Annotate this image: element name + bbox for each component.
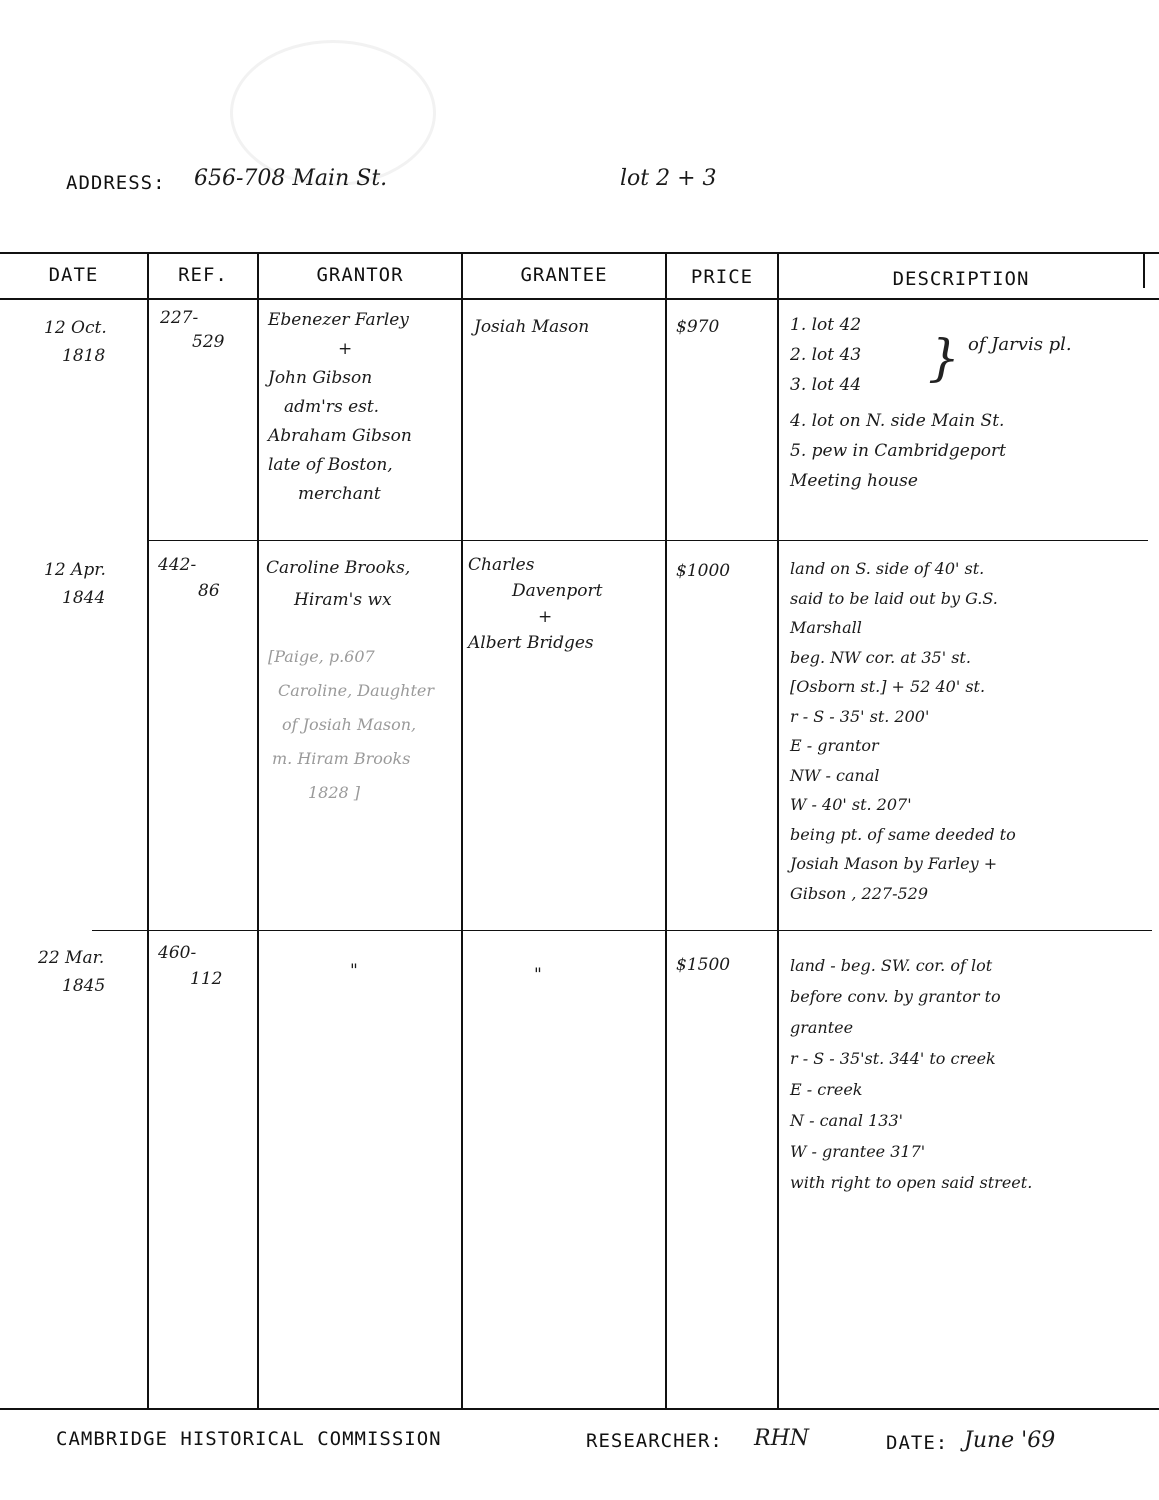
row1-description [790, 310, 1140, 496]
date-label: DATE: [886, 1432, 949, 1454]
row1-price: $970 [676, 317, 720, 337]
row2-grantor-line: Hiram's wx [294, 590, 392, 610]
row2-description-line: W - 40' st. 207' [790, 795, 912, 814]
header-bottom-border [0, 298, 1159, 300]
row2-description-line: NW - canal [790, 765, 880, 785]
row2-grantor-note-line: Caroline, Daughter [278, 681, 435, 700]
row1-divider [148, 540, 1148, 541]
researcher-label: RESEARCHER: [586, 1430, 723, 1452]
footer-org: CAMBRIDGE HISTORICAL COMMISSION [56, 1428, 442, 1450]
row3-description-line: with right to open said street. [790, 1173, 1033, 1192]
col-header-date: DATE [48, 264, 99, 286]
row1-description-line: 2. lot 43 [790, 345, 862, 365]
row1-grantor-line: Abraham Gibson [268, 426, 412, 446]
col-header-grantor: GRANTOR [316, 264, 404, 286]
row2-grantee-line: + [538, 607, 553, 627]
col-divider-price [777, 252, 779, 1408]
row2-grantee [468, 552, 663, 656]
row2-description-line: land on S. side of 40' st. [790, 559, 985, 578]
row1-grantor [268, 306, 458, 509]
col-header-price: PRICE [690, 266, 754, 288]
row1-description-line: 5. pew in Cambridgeport [790, 441, 1006, 461]
row3-ref-line: 460- [158, 943, 197, 963]
row2-grantee-line: Albert Bridges [468, 633, 594, 653]
row1-ref-line: 227- [160, 308, 199, 328]
row1-date-line: 1818 [62, 346, 106, 366]
row3-grantor [350, 956, 410, 986]
row2-description-line: r - S - 35' st. 200' [790, 706, 930, 726]
row2-grantor-note-line: of Josiah Mason, [282, 715, 417, 734]
row1-ref-line: 529 [192, 332, 225, 352]
row3-ref-line: 112 [190, 969, 223, 989]
row1-date [44, 314, 144, 370]
row1-brace-note: of Jarvis pl. [968, 334, 1072, 355]
address-label: ADDRESS: [66, 172, 166, 194]
row1-grantor-line: late of Boston, [268, 455, 393, 475]
row2-grantor-note-line: m. Hiram Brooks [272, 749, 411, 768]
row3-date [38, 944, 144, 1000]
row1-grantor-line: + [338, 339, 353, 359]
row3-description-line: land - beg. SW. cor. of lot [790, 956, 993, 975]
row3-grantee [534, 960, 594, 990]
row2-description-line: said to be laid out by G.S. [790, 588, 998, 608]
watermark [230, 40, 436, 186]
row3-date-line: 1845 [62, 976, 106, 996]
col-divider-ref [257, 252, 259, 1408]
row3-grantee-line: " [534, 965, 542, 985]
row3-description-line: W - grantee 317' [790, 1142, 926, 1161]
table-bottom-border [0, 1408, 1159, 1410]
col-header-ref: REF. [178, 264, 228, 286]
row3-description-line: before conv. by grantor to [790, 987, 1001, 1006]
row2-description [790, 554, 1140, 908]
col-divider-date [147, 252, 149, 1408]
date-value: June '69 [964, 1428, 1056, 1453]
row1-date-line: 12 Oct. [44, 318, 107, 338]
table-top-border [0, 252, 1159, 254]
row1-description-line: 3. lot 44 [790, 375, 862, 395]
col-header-grantee: GRANTEE [520, 264, 608, 286]
row2-date-line: 12 Apr. [44, 560, 106, 580]
row1-grantor-line: merchant [298, 484, 381, 504]
row3-description-line: E - creek [790, 1080, 863, 1099]
row2-grantee-line: Davenport [512, 581, 603, 601]
row2-grantee-line: Charles [468, 555, 535, 575]
row2-divider [92, 930, 1152, 931]
row1-grantor-line: adm'rs est. [284, 397, 380, 417]
row2-description-line: beg. NW cor. at 35' st. [790, 647, 971, 667]
row2-grantor-line: Caroline Brooks, [266, 558, 411, 578]
row3-description-line: r - S - 35'st. 344' to creek [790, 1049, 996, 1068]
row3-ref [158, 940, 253, 992]
col-divider-grantor [461, 252, 463, 1408]
row1-description-line: 4. lot on N. side Main St. [790, 411, 1005, 431]
row2-description-line: Gibson , 227-529 [790, 883, 929, 903]
row1-grantor-line: Ebenezer Farley [268, 310, 409, 330]
row2-ref-line: 86 [198, 581, 220, 601]
row2-price: $1000 [676, 561, 731, 581]
row2-date [44, 556, 144, 612]
row2-grantor-note-line: 1828 ] [308, 783, 361, 802]
researcher-value: RHN [754, 1426, 809, 1451]
row1-description-line: Meeting house [790, 471, 918, 491]
row3-price: $1500 [676, 955, 731, 975]
row2-grantor-note [268, 640, 458, 810]
row2-ref-line: 442- [158, 555, 197, 575]
row2-grantor-note-line: [Paige, p.607 [268, 647, 375, 666]
row3-description [790, 950, 1145, 1198]
row1-ref [160, 306, 255, 354]
row2-description-line: Marshall [790, 618, 862, 637]
row2-description-line: being pt. of same deeded to [790, 824, 1016, 844]
row3-description-line: grantee [790, 1018, 854, 1037]
col-divider-end [1143, 252, 1145, 288]
row2-grantor [266, 552, 460, 616]
row2-description-line: Josiah Mason by Farley + [790, 854, 998, 873]
row2-description-line: [Osborn st.] + 52 40' st. [790, 677, 986, 696]
row2-date-line: 1844 [62, 588, 106, 608]
brace-icon: } [928, 329, 960, 387]
address-value: 656-708 Main St. [194, 166, 388, 191]
lot-value: lot 2 + 3 [620, 166, 717, 191]
row1-grantor-line: John Gibson [268, 368, 373, 388]
col-header-description: DESCRIPTION [892, 268, 1030, 290]
row1-description-line: 1. lot 42 [790, 315, 862, 335]
row2-ref [158, 552, 253, 604]
row3-grantor-line: " [350, 961, 358, 981]
row1-grantee-line: Josiah Mason [474, 317, 590, 337]
row2-description-line: E - grantor [790, 736, 879, 755]
col-divider-grantee [665, 252, 667, 1408]
row3-description-line: N - canal 133' [790, 1111, 904, 1130]
row1-grantee [474, 312, 662, 342]
row3-date-line: 22 Mar. [38, 948, 105, 968]
